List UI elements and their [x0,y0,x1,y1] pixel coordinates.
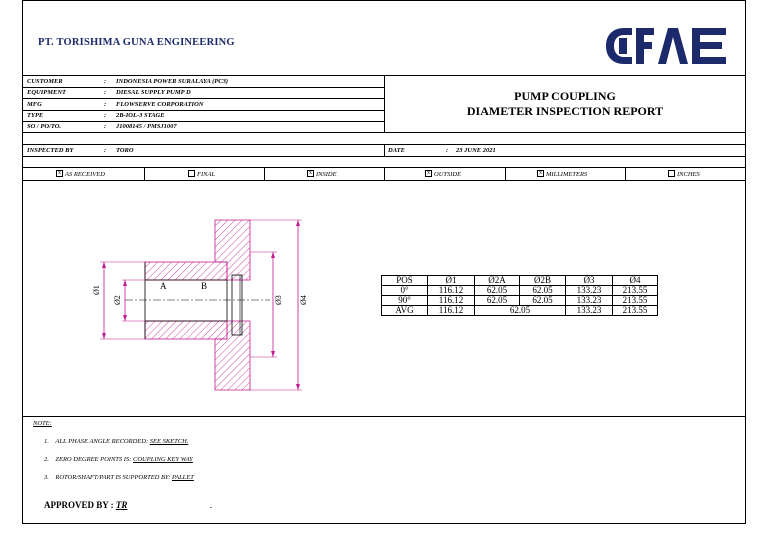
table-cell: AVG [382,306,428,316]
note-number: 3. [44,474,49,481]
coupling-drawing [80,205,320,405]
dim-d4-label: Ø4 [299,295,308,305]
so-value: J1008145 / PMSJ1007 [116,123,177,130]
note-value: SEE SKETCH. [149,438,189,445]
checkbox-box[interactable]: x [427,170,430,177]
checkbox-box[interactable]: x [539,170,542,177]
note-item [44,474,194,481]
coupling-sketch [80,205,320,405]
table-header: Ø2B [520,276,566,286]
date-value: 23 JUNE 2021 [456,147,496,154]
gne-logo-icon [602,24,734,68]
checkbox-label: OUTSIDE [434,171,462,178]
approved-by-value: TR [115,500,128,510]
inspected-by-label: INSPECTED BY [27,147,74,154]
equipment-label: EQUIPMENT [27,89,67,96]
bore-label-a: A [160,281,167,291]
table-cell: 213.55 [613,296,658,306]
table-cell: 213.55 [613,306,658,316]
divider [384,144,385,156]
checkbox-outside[interactable] [425,170,461,179]
note-text: ALL PHASE ANGLE RECORDED: [55,438,150,445]
table-header: Ø2A [475,276,520,286]
table-header: Ø3 [566,276,613,286]
checkbox-inches[interactable] [668,170,700,179]
checkbox-box[interactable]: x [309,170,312,177]
table-row [382,286,658,296]
note-item [44,456,193,463]
note-item [44,438,188,445]
approval-dot: . [209,500,212,510]
checkbox-as-received[interactable] [56,170,105,179]
colon: : [104,78,107,85]
colon: : [446,147,449,154]
divider [144,167,145,180]
date-label: DATE [388,147,405,154]
title-line-2: DIAMETER INSPECTION REPORT [466,104,664,118]
type-value: 2B-IOL-3 STAGE [116,112,165,119]
approval-line [44,500,212,510]
type-label: TYPE [27,112,44,119]
customer-value: INDONESIA POWER SURALAYA (PC3) [116,78,229,85]
checkbox-label: INSIDE [316,171,337,178]
table-avg-row [382,306,658,316]
dim-d3-label: Ø3 [274,295,283,305]
report-title [385,89,745,119]
table-cell: 116.12 [428,286,475,296]
divider [22,156,746,157]
divider [22,110,384,111]
checkbox-label: MILLIMETERS [546,171,588,178]
checkbox-box[interactable] [188,170,195,177]
colon: : [104,123,107,130]
colon: : [104,101,107,108]
checkbox-millimeters[interactable] [537,170,587,179]
table-cell: 116.12 [428,296,475,306]
checkbox-label: FINAL [197,171,216,178]
mfg-value: FLOWSERVE CORPORATION [116,101,204,108]
table-cell: 133.23 [566,286,613,296]
table-cell: 62.05 [475,286,520,296]
divider [384,167,385,180]
divider [264,167,265,180]
note-text: ROTOR/SHAFT/PART IS SUPPORTED BY: [55,474,172,481]
table-cell: 116.12 [428,306,475,316]
company-logo [602,24,734,68]
divider [22,87,384,88]
table-cell: 213.55 [613,286,658,296]
note-number: 2. [44,456,49,463]
divider [625,167,626,180]
table-cell: 62.05 [475,306,566,316]
colon: : [110,500,114,510]
divider [22,416,746,417]
note-value: COUPLING KEY WAY [133,456,193,463]
checkbox-label: AS RECEIVED [65,171,105,178]
so-label: SO / PO/TO. [27,123,62,130]
divider [22,180,746,181]
customer-label: CUSTOMER [27,78,63,85]
checkbox-label: INCHES [677,171,700,178]
bore-label-b: B [201,281,208,291]
table-header: POS [382,276,428,286]
table-header-row [382,276,658,286]
mfg-label: MFG [27,101,42,108]
table-cell: 62.05 [520,296,566,306]
approved-by-label: APPROVED BY [44,500,109,510]
divider [22,121,384,122]
title-line-1: PUMP COUPLING [514,89,616,103]
table-header: Ø4 [613,276,658,286]
table-cell: 133.23 [566,306,613,316]
note-value: PALLET [171,474,194,481]
dim-d1-label: Ø1 [92,285,101,295]
table-cell: 62.05 [475,296,520,306]
colon: : [104,112,107,119]
equipment-value: DIESAL SUPPLY PUMP D [116,89,191,96]
table-cell: 90° [382,296,428,306]
note-text: ZERO DEGREE POINTS IS: [55,456,134,463]
inspected-by-value: TORO [116,147,134,154]
checkbox-inside[interactable] [307,170,337,179]
colon: : [104,89,107,96]
checkbox-final[interactable] [188,170,215,179]
dim-d2-label: Ø2 [113,295,122,305]
measurement-table [381,275,658,316]
table-cell: 133.23 [566,296,613,306]
company-name: PT. TORISHIMA GUNA ENGINEERING [38,37,235,48]
checkbox-box[interactable]: x [58,170,61,177]
table-header: Ø1 [428,276,475,286]
colon: : [104,147,107,154]
note-number: 1. [44,438,49,445]
divider [22,132,746,133]
checkbox-box[interactable] [668,170,675,177]
table-cell: 0° [382,286,428,296]
divider [505,167,506,180]
table-cell: 62.05 [520,286,566,296]
table-row [382,296,658,306]
notes-title: NOTE: [33,420,52,427]
